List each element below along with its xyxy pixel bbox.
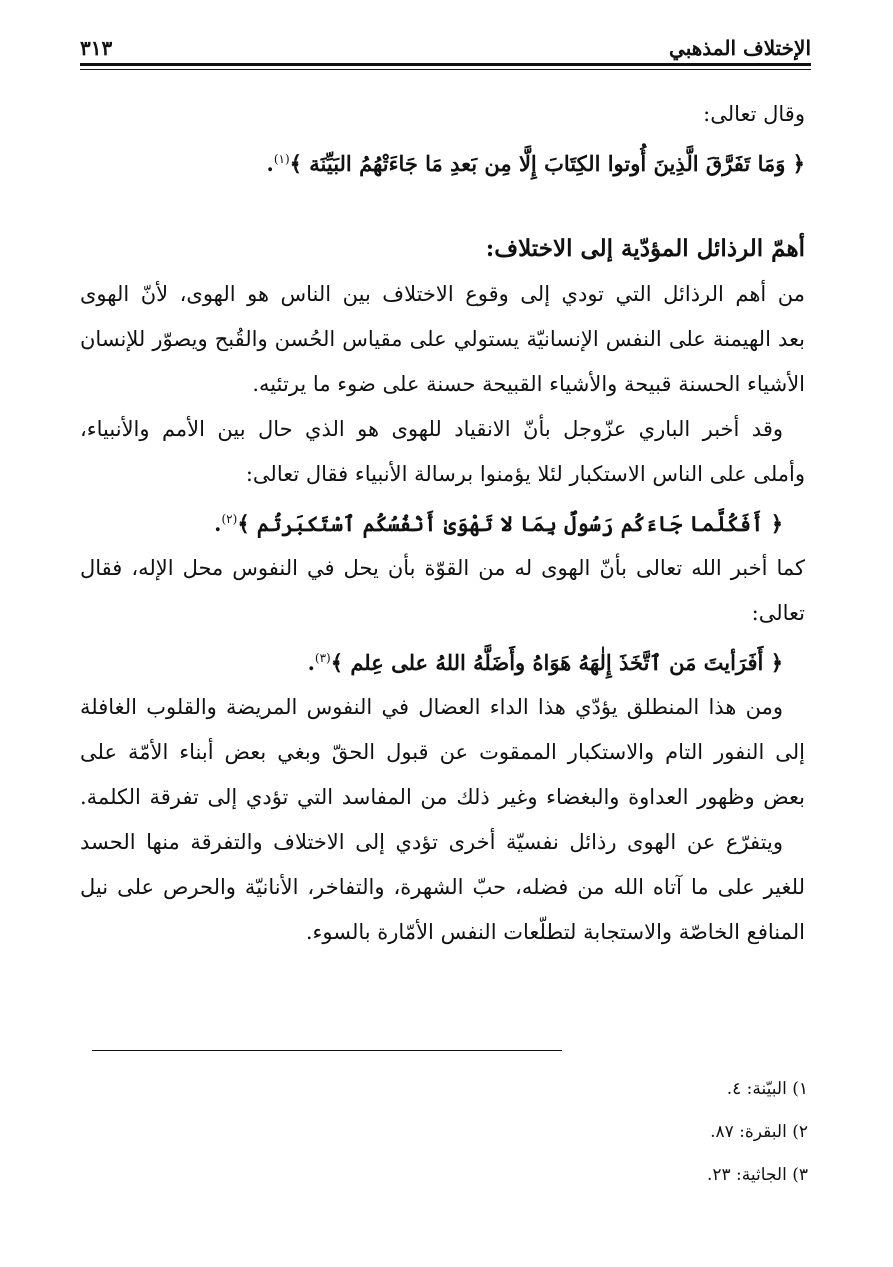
paragraph-5-line-2: للغير على ما آتاه الله من فضله، حبّ الشهرة، والتفاخر، الأنانيّة والحرص على نيل	[80, 875, 805, 899]
page-header	[80, 30, 811, 60]
paragraph-3-line-2: تعالى:	[751, 601, 805, 625]
running-title: الإختلاف المذهبي	[669, 36, 811, 60]
section-title: أهمّ الرذائل المؤدّية إلى الاختلاف:	[485, 235, 805, 262]
paragraph-2-line-1: وقد أخبر الباري عزّوجل بأنّ الانقياد للهوى هو الذي حال بين الأمم والأنبياء،	[80, 417, 783, 441]
quran-verse-1: ﴿ وَمَا تَفَرَّقَ الَّذِينَ أُوتوا الكِتَابَ إِلَّا مِن بَعدِ مَا جَاءَتْهُمُ البَيِّنَة ﴾$^{(١)}$.	[266, 151, 805, 176]
footnote-ref-1: (١)	[273, 152, 290, 166]
paragraph-1-line-1: من أهم الرذائل التي تودي إلى وقوع الاختلاف بين الناس هو الهوى، لأنّ الهوى	[80, 282, 805, 306]
paragraph-1-line-2: بعد الهيمنة على النفس الإنسانيّة يستولي على مقياس الحُسن والقُبح ويصوّر للإنسان	[80, 327, 805, 351]
page-body	[80, 92, 805, 955]
footnote-1: ١) البيّنة: ٤.	[726, 1079, 808, 1099]
paragraph-4-line-3: بعض وظهور العداوة والبغضاء وغير ذلك من المفاسد التي تؤدي إلى تفرقة الكلمة.	[80, 785, 805, 809]
paragraph-1-line-3: الأشياء الحسنة قبيحة والأشياء القبيحة حسنة على ضوء ما يرتئيه.	[252, 372, 805, 396]
quran-verse-2: ﴿ أَفَكُلَّما جَاءَكُم رَسُولٌ بِمَا لا تَهْوَىٰ أَنْفُسُكُم ٱسْتَكبَرتُم ﴾$^{(٢)}$.	[214, 511, 783, 536]
footnote-2: ٢) البقرة: ٨٧.	[710, 1122, 808, 1142]
quran-verse-3: ﴿ أَفَرَأيتَ مَن ٱتَّخَذَ إِلٰهَهُ هَوَاهُ وأَضَلَّهُ اللهُ على عِلم ﴾$^{(٣)}$.	[307, 650, 783, 675]
footnote-ref-3: (٣)	[314, 651, 331, 665]
paragraph-2-line-2: وأملى على الناس الاستكبار لئلا يؤمنوا برسالة الأنبياء فقال تعالى:	[245, 462, 805, 486]
verse-1-text: ﴿ وَمَا تَفَرَّقَ الَّذِينَ أُوتوا الكِتَابَ إِلَّا مِن بَعدِ مَا جَاءَتْهُمُ البَيِّنَة ﴾	[289, 151, 805, 176]
footnote-separator	[92, 1050, 562, 1051]
verse-2-text: ﴿ أَفَكُلَّما جَاءَكُم رَسُولٌ بِمَا لا تَهْوَىٰ أَنْفُسُكُم ٱسْتَكبَرتُم ﴾	[237, 511, 783, 536]
paragraph-4-line-1: ومن هذا المنطلق يؤدّي هذا الداء العضال في النفوس المريضة والقلوب الغافلة	[80, 695, 783, 719]
header-rule	[80, 63, 811, 70]
paragraph-5-line-3: المنافع الخاصّة والاستجابة لتطلّعات النفس الأمّارة بالسوء.	[305, 920, 805, 944]
footnotes	[120, 1068, 808, 1197]
intro-line: وقال تعالى:	[703, 102, 805, 126]
page-number: ٣١٣	[80, 36, 113, 60]
paragraph-5-line-1: ويتفرّع عن الهوى رذائل نفسيّة أخرى تؤدي إلى الاختلاف والتفرقة منها الحسد	[80, 830, 783, 854]
footnote-ref-2: (٢)	[221, 512, 238, 526]
paragraph-4-line-2: إلى النفور التام والاستكبار الممقوت عن قبول الحقّ وبغي بعض أبناء الأمّة على	[80, 740, 805, 764]
footnote-3: ٣) الجاثية: ٢٣.	[706, 1165, 808, 1185]
paragraph-3-line-1: كما أخبر الله تعالى بأنّ الهوى له من القوّة بأن يحل في النفوس محل الإله، فقال	[80, 556, 805, 580]
verse-3-text: ﴿ أَفَرَأيتَ مَن ٱتَّخَذَ إِلٰهَهُ هَوَاهُ وأَضَلَّهُ اللهُ على عِلم ﴾	[330, 650, 783, 675]
